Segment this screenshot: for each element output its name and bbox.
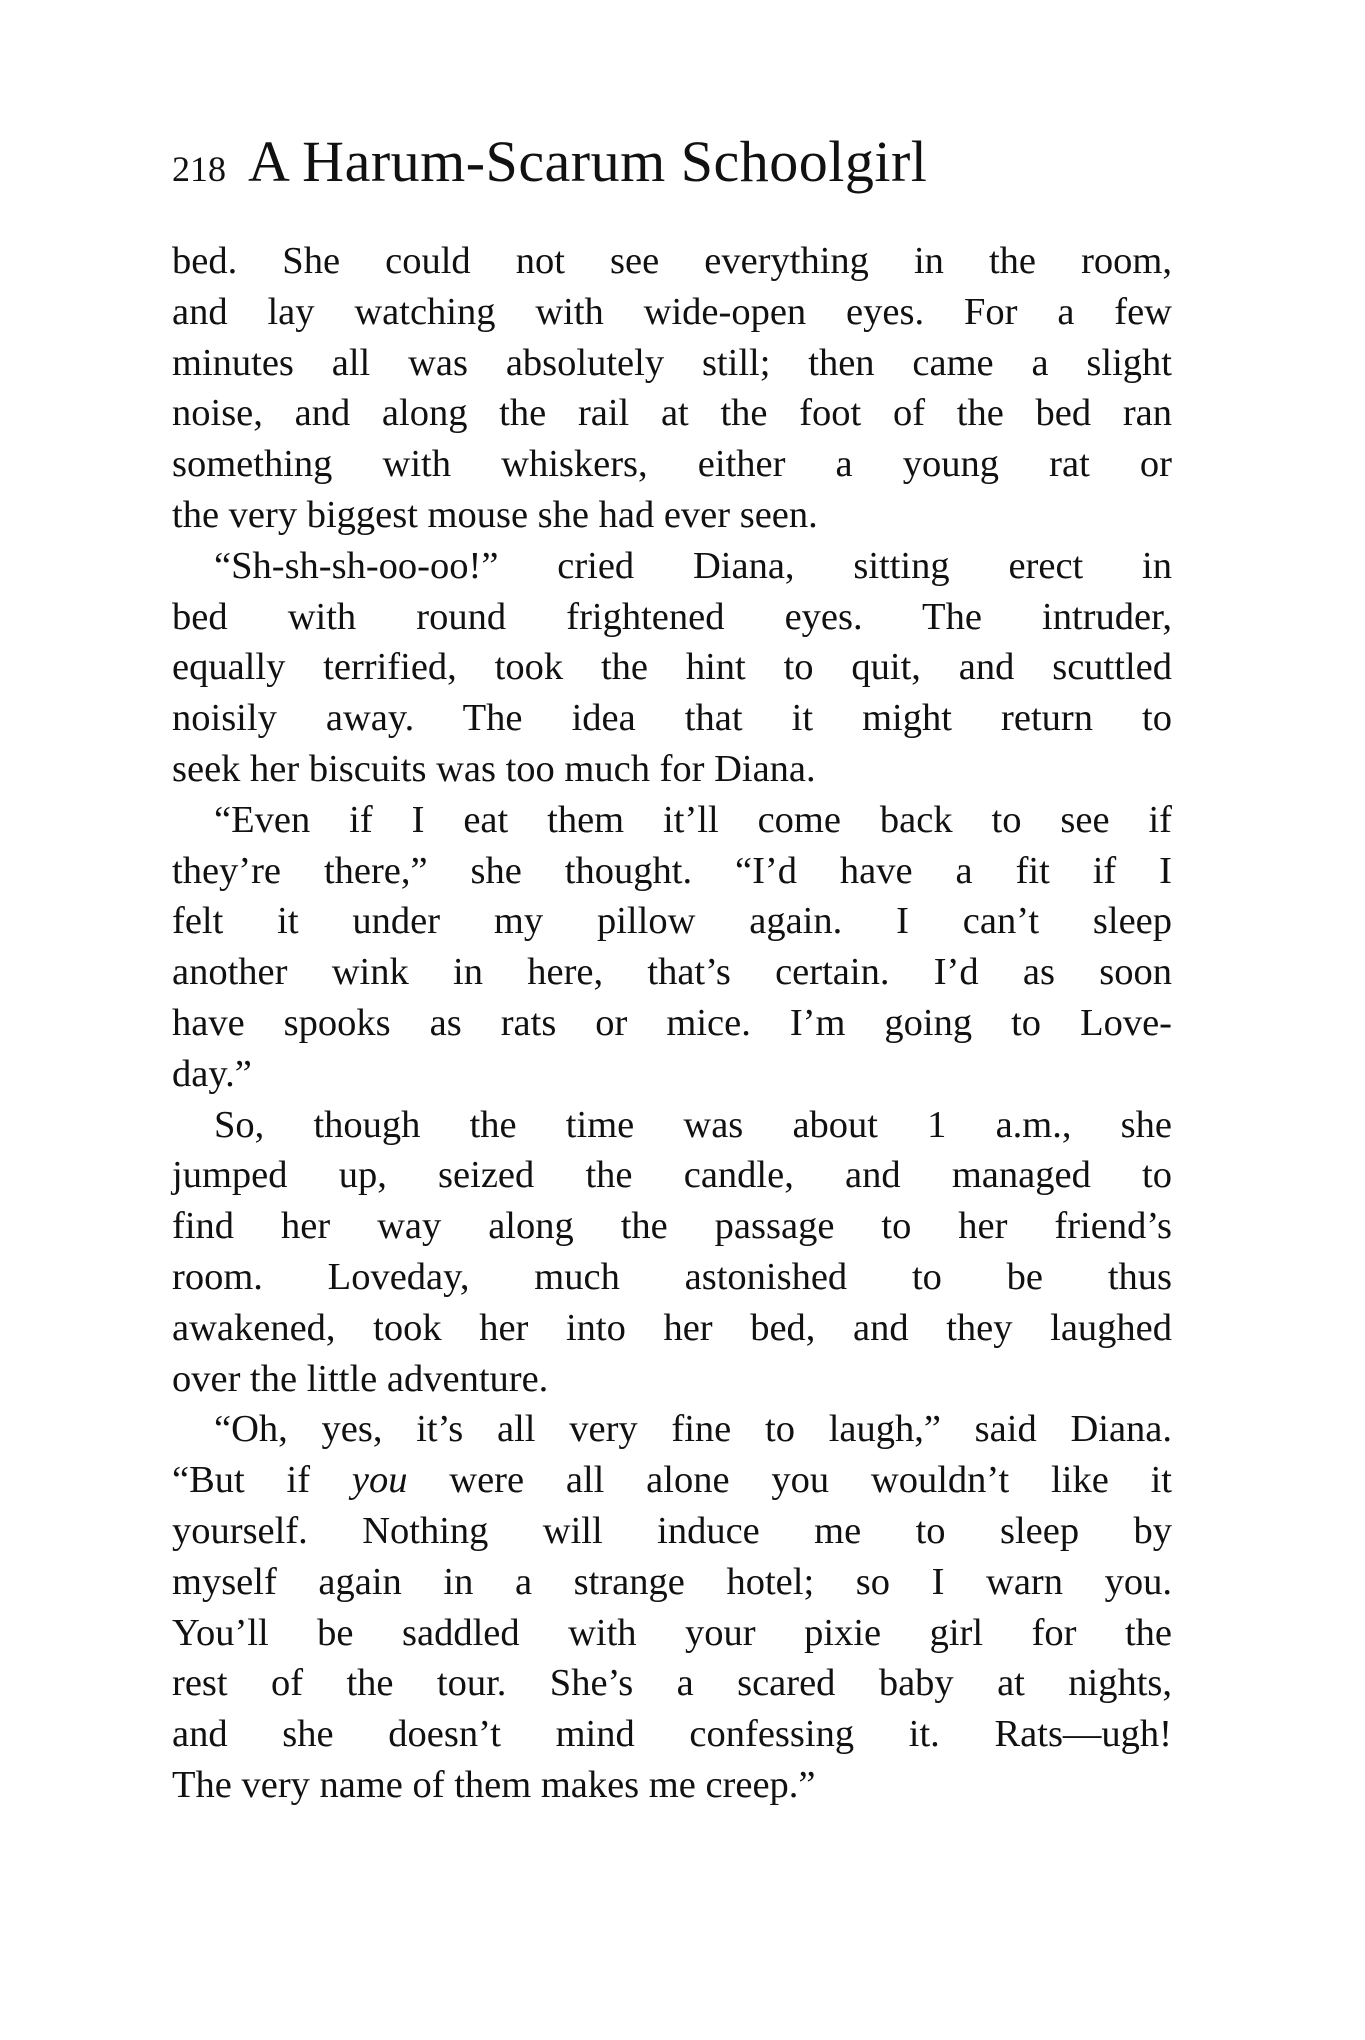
- text-line: “Even if I eat them it’ll come back to see if: [214, 798, 1172, 841]
- text-line: day.”: [172, 1052, 252, 1095]
- text-line: yourself. Nothing will induce me to sleep by: [172, 1509, 1172, 1552]
- text-line: You’ll be saddled with your pixie girl for the: [172, 1611, 1172, 1654]
- text-line: “Oh, yes, it’s all very fine to laugh,” said Diana.: [214, 1408, 1172, 1451]
- text-line: minutes all was absolutely still; then came a slight: [172, 341, 1172, 384]
- running-title: A Harum-Scarum Schoolgirl: [248, 129, 928, 194]
- text-line: find her way along the passage to her friend’s: [172, 1205, 1172, 1248]
- text-line: over the little adventure.: [172, 1357, 549, 1400]
- page-header: [172, 128, 1182, 218]
- text-line: jumped up, seized the candle, and managed to: [172, 1154, 1172, 1197]
- text-line-with-italic: [172, 1455, 1172, 1506]
- text-line: something with whiskers, either a young rat or: [172, 443, 1172, 486]
- page-number: 218: [172, 149, 226, 189]
- text-line: room. Loveday, much astonished to be thus: [172, 1255, 1172, 1298]
- text-segment: were all alone you wouldn’t like it: [407, 1459, 1172, 1502]
- text-line: and she doesn’t mind confessing it. Rats—ugh!: [172, 1713, 1172, 1756]
- text-line: have spooks as rats or mice. I’m going to Love-: [172, 1001, 1172, 1044]
- text-line: the very biggest mouse she had ever seen.: [172, 493, 818, 536]
- text-line: So, though the time was about 1 a.m., she: [214, 1103, 1172, 1146]
- text-line: another wink in here, that’s certain. I’d as soon: [172, 951, 1172, 994]
- text-line: myself again in a strange hotel; so I warn you.: [172, 1560, 1172, 1603]
- text-line: they’re there,” she thought. “I’d have a fit if I: [172, 849, 1172, 892]
- text-line: equally terrified, took the hint to quit, and scuttled: [172, 646, 1172, 689]
- text-line: “Sh-sh-sh-oo-oo!” cried Diana, sitting erect in: [214, 544, 1172, 587]
- text-line: The very name of them makes me creep.”: [172, 1763, 816, 1806]
- text-line: felt it under my pillow again. I can’t sleep: [172, 900, 1172, 943]
- text-segment: “But if: [172, 1459, 352, 1502]
- text-line: rest of the tour. She’s a scared baby at nights,: [172, 1662, 1172, 1705]
- body-text: [172, 236, 1172, 1811]
- text-line: awakened, took her into her bed, and they laughed: [172, 1306, 1172, 1349]
- italic-word: you: [351, 1459, 408, 1502]
- text-line: and lay watching with wide-open eyes. For a few: [172, 290, 1172, 333]
- text-line: noisily away. The idea that it might return to: [172, 697, 1172, 740]
- text-line: noise, and along the rail at the foot of the bed ran: [172, 392, 1172, 435]
- text-line: bed. She could not see everything in the room,: [172, 240, 1172, 282]
- text-line: seek her biscuits was too much for Diana.: [172, 747, 816, 790]
- text-line: bed with round frightened eyes. The intruder,: [172, 595, 1172, 638]
